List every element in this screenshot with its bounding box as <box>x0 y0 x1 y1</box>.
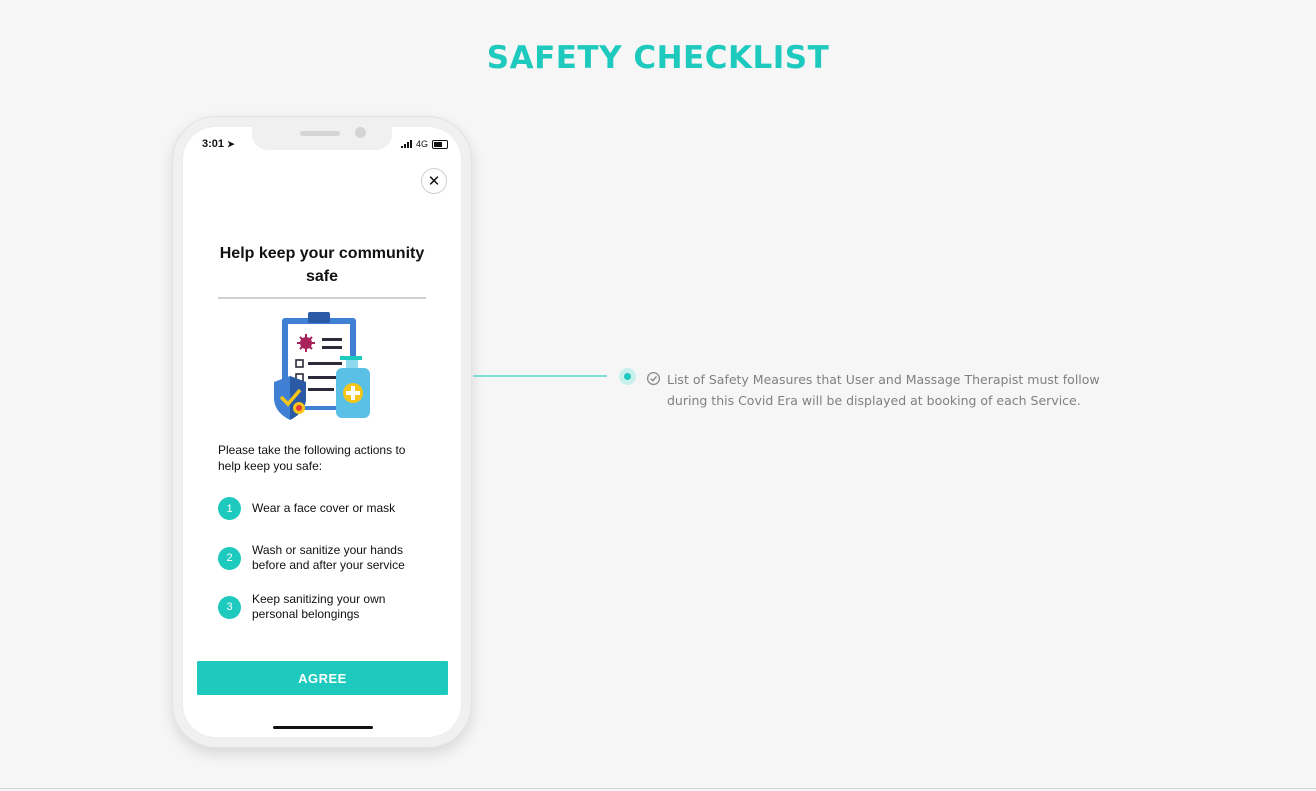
check-circle-icon <box>646 371 661 386</box>
step-text: Keep sanitizing your own personal belongings <box>252 592 386 621</box>
step-text: Wash or sanitize your hands before and after your service <box>252 543 405 572</box>
home-indicator <box>273 726 373 729</box>
connector-dot <box>619 368 636 385</box>
step-number-badge: 2 <box>218 547 241 570</box>
step-item <box>218 543 438 573</box>
signal-icon <box>401 140 412 148</box>
step-item <box>218 497 438 520</box>
title-divider <box>218 297 426 299</box>
agree-button[interactable]: AGREE <box>197 661 448 695</box>
phone-mockup <box>172 116 472 748</box>
phone-screen <box>182 126 462 738</box>
status-indicators <box>401 139 448 149</box>
battery-icon <box>432 140 448 149</box>
connector-dot-center <box>624 373 631 380</box>
step-number-badge: 3 <box>218 596 241 619</box>
clipboard-sanitizer-shield-illustration <box>270 312 386 428</box>
close-button[interactable] <box>421 168 447 194</box>
close-icon: ✕ <box>427 173 441 190</box>
bottom-divider <box>0 788 1316 789</box>
phone-notch <box>252 126 392 150</box>
page-title: SAFETY CHECKLIST <box>486 40 830 76</box>
connector-line <box>473 375 607 377</box>
instructions-text: Please take the following actions to help keep you safe: <box>218 443 406 473</box>
front-camera <box>355 127 366 138</box>
step-item <box>218 592 438 622</box>
annotation-text: List of Safety Measures that User and Massage Therapist must follow during this Covid Era will be displayed at booking of each Service. <box>667 372 1100 408</box>
network-label: 4G <box>415 139 428 149</box>
modal-title: Help keep your community safe <box>219 245 425 285</box>
step-number-badge: 1 <box>218 497 241 520</box>
status-time <box>202 138 235 150</box>
speaker-grille <box>300 131 340 136</box>
step-text: Wear a face cover or mask <box>252 501 396 515</box>
location-arrow-icon: ➤ <box>227 139 235 149</box>
status-time-label: 3:01 <box>202 138 225 150</box>
